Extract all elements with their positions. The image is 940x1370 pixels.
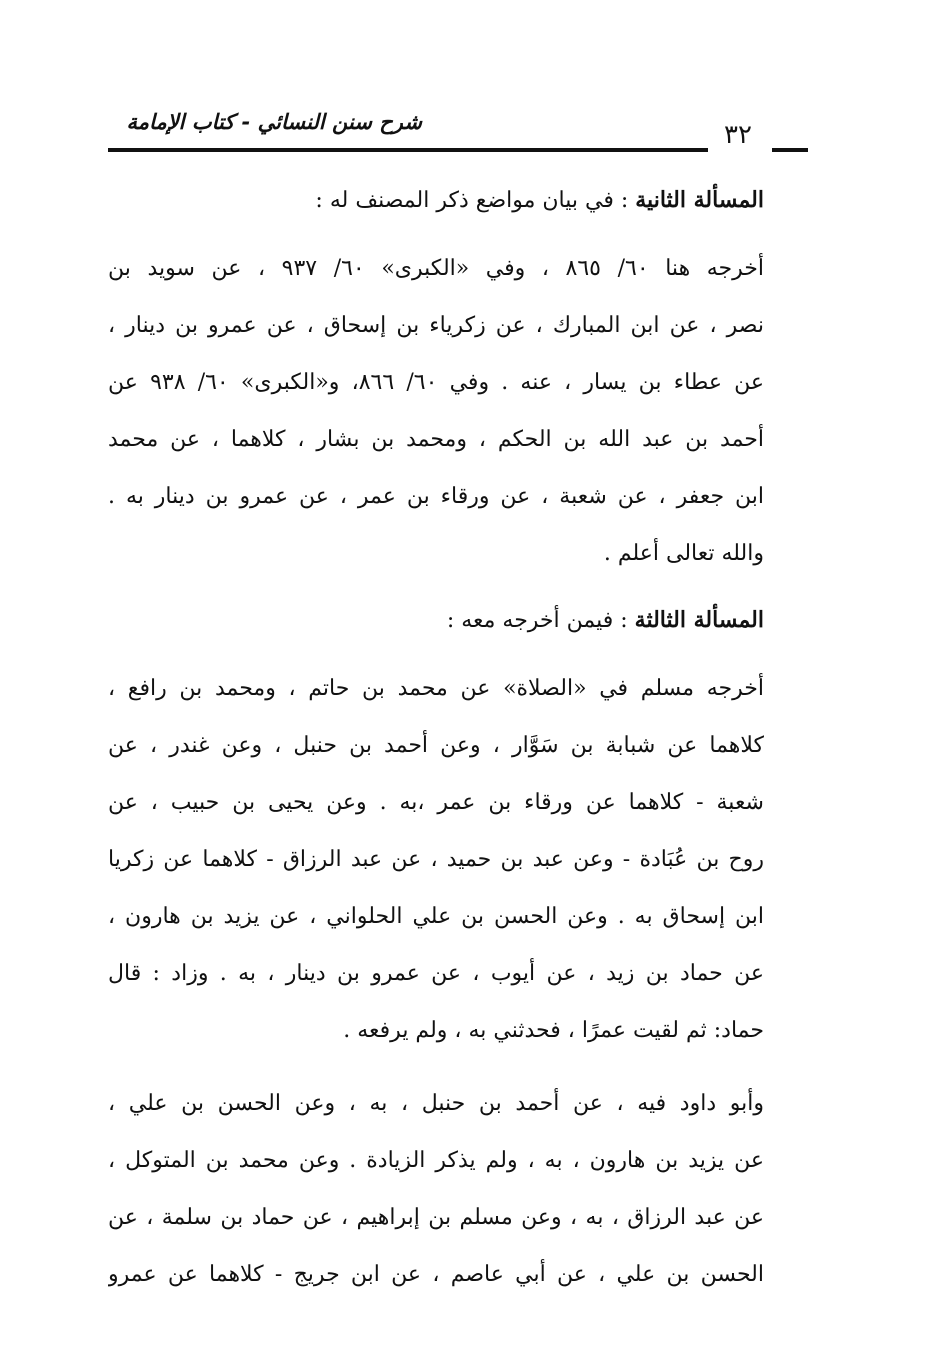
text-line: أحمد بن عبد الله بن الحكم ، ومحمد بن بشار ، كلاهما ، عن محمد [108,427,764,452]
section-label: المسألة الثانية [635,187,764,213]
heading-separator: : [613,608,635,633]
section-heading-third-issue [108,598,764,642]
text-line: عن عبد الرزاق ، به ، وعن مسلم بن إبراهيم ، عن حماد بن سلمة ، عن [108,1205,764,1230]
section-label: المسألة الثالثة [634,607,764,633]
text-line: عن حماد بن زيد ، عن أيوب ، عن عمرو بن دينار ، به . وزاد : قال [108,961,764,986]
text-line: أخرجه هنا ٦٠/ ٨٦٥ ، وفي «الكبرى» ٦٠/ ٩٣٧ ، عن سويد بن [108,256,764,281]
text-line: شعبة - كلاهما عن ورقاء بن عمر ،به . وعن يحيى بن حبيب ، عن [108,790,764,815]
page-body [108,178,764,1309]
running-header-title: شرح سنن النسائي - كتاب الإمامة [126,110,422,134]
text-line: عن عطاء بن يسار ، عنه . وفي ٦٠/ ٨٦٦، و«الكبرى» ٦٠/ ٩٣٨ عن [108,370,764,395]
paragraph-muslim [108,660,764,1059]
text-line: الحسن بن علي ، عن أبي عاصم ، عن ابن جريج - كلاهما عن عمرو [108,1262,764,1287]
text-line: وأبو داود فيه ، عن أحمد بن حنبل ، به ، وعن الحسن بن علي ، [108,1091,764,1116]
paragraph-abu-dawud [108,1075,764,1303]
section-heading-second-issue [108,178,764,222]
page-number: ٣٢ [724,120,752,150]
text-line: روح بن عُبَادة - وعن عبد بن حميد ، عن عبد الرزاق - كلاهما عن زكريا [108,847,764,872]
header-rule [108,148,708,152]
text-line: عن يزيد بن هارون ، به ، ولم يذكر الزيادة . وعن محمد بن المتوكل ، [108,1148,764,1173]
section-heading-text: فيمن أخرجه معه : [446,608,614,633]
paragraph-locations [108,240,764,582]
text-line: والله تعالى أعلم . [603,541,764,566]
text-line: أخرجه مسلم في «الصلاة» عن محمد بن حاتم ، ومحمد بن رافع ، [108,676,764,701]
section-heading-text: في بيان مواضع ذكر المصنف له : [315,188,614,213]
text-line: ابن جعفر ، عن شعبة ، عن ورقاء بن عمر ، عن عمرو بن دينار به . [108,484,764,509]
page-number-rule [772,148,808,152]
text-line: حماد: ثم لقيت عمرًا ، فحدثني به ، ولم يرفعه . [343,1018,764,1043]
text-line: كلاهما عن شبابة بن سَوَّار ، وعن أحمد بن حنبل ، وعن غندر ، عن [108,733,764,758]
text-line: نصر ، عن ابن المبارك ، عن زكرياء بن إسحاق ، عن عمرو بن دينار ، [108,313,764,338]
text-line: ابن إسحاق به . وعن الحسن بن علي الحلواني ، عن يزيد بن هارون ، [108,904,764,929]
heading-separator: : [613,188,636,213]
